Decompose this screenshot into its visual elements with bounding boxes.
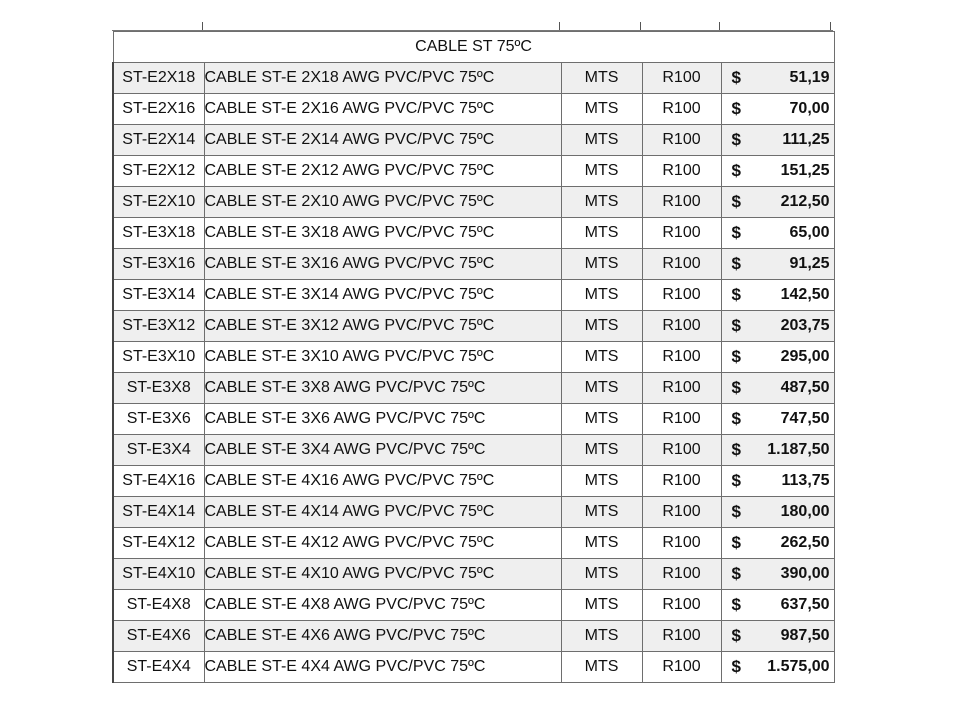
table-row: [113, 590, 834, 621]
cropped-header-strip: [112, 0, 833, 30]
price-amount: 180,00: [780, 503, 830, 520]
table-row: [113, 373, 834, 404]
pack-cell: R100: [642, 249, 721, 280]
unit-cell: MTS: [561, 311, 642, 342]
unit-cell: MTS: [561, 280, 642, 311]
currency-symbol: $: [731, 223, 741, 242]
product-code-cell: ST-E3X16: [113, 249, 204, 280]
currency-symbol: $: [731, 378, 741, 397]
price-amount: 151,25: [780, 162, 830, 179]
price-cell: [721, 373, 834, 404]
price-cell: [721, 466, 834, 497]
price-amount: 203,75: [780, 317, 830, 334]
price-amount: 113,75: [781, 472, 830, 489]
product-description-cell: CABLE ST-E 2X18 AWG PVC/PVC 75ºC: [204, 63, 561, 94]
unit-cell: MTS: [561, 156, 642, 187]
pack-cell: R100: [642, 373, 721, 404]
pack-cell: R100: [642, 125, 721, 156]
unit-cell: MTS: [561, 187, 642, 218]
currency-symbol: $: [731, 409, 741, 428]
pack-cell: R100: [642, 435, 721, 466]
table-row: [113, 280, 834, 311]
product-description-cell: CABLE ST-E 3X16 AWG PVC/PVC 75ºC: [204, 249, 561, 280]
product-description-cell: CABLE ST-E 4X12 AWG PVC/PVC 75ºC: [204, 528, 561, 559]
currency-symbol: $: [731, 316, 741, 335]
price-amount: 1.575,00: [767, 658, 830, 675]
product-description-cell: CABLE ST-E 3X18 AWG PVC/PVC 75ºC: [204, 218, 561, 249]
pack-cell: R100: [642, 342, 721, 373]
currency-symbol: $: [731, 254, 741, 273]
product-description-cell: CABLE ST-E 3X10 AWG PVC/PVC 75ºC: [204, 342, 561, 373]
price-cell: [721, 404, 834, 435]
unit-cell: MTS: [561, 528, 642, 559]
price-amount: 65,00: [789, 224, 830, 241]
product-code-cell: ST-E4X16: [113, 466, 204, 497]
product-description-cell: CABLE ST-E 4X6 AWG PVC/PVC 75ºC: [204, 621, 561, 652]
price-table: [112, 31, 835, 683]
product-code-cell: ST-E2X18: [113, 63, 204, 94]
price-amount: 390,00: [780, 565, 830, 582]
product-description-cell: CABLE ST-E 4X4 AWG PVC/PVC 75ºC: [204, 652, 561, 683]
unit-cell: MTS: [561, 218, 642, 249]
currency-symbol: $: [731, 471, 741, 490]
currency-symbol: $: [731, 657, 741, 676]
product-description-cell: CABLE ST-E 2X14 AWG PVC/PVC 75ºC: [204, 125, 561, 156]
unit-cell: MTS: [561, 435, 642, 466]
table-row: [113, 435, 834, 466]
price-cell: [721, 590, 834, 621]
product-description-cell: CABLE ST-E 3X12 AWG PVC/PVC 75ºC: [204, 311, 561, 342]
currency-symbol: $: [731, 285, 741, 304]
pack-cell: R100: [642, 528, 721, 559]
currency-symbol: $: [731, 626, 741, 645]
pack-cell: R100: [642, 311, 721, 342]
unit-cell: MTS: [561, 249, 642, 280]
table-row: [113, 94, 834, 125]
price-cell: [721, 559, 834, 590]
pack-cell: R100: [642, 63, 721, 94]
unit-cell: MTS: [561, 125, 642, 156]
table-row: [113, 404, 834, 435]
unit-cell: MTS: [561, 63, 642, 94]
product-code-cell: ST-E4X4: [113, 652, 204, 683]
price-cell: [721, 63, 834, 94]
pack-cell: R100: [642, 590, 721, 621]
unit-cell: MTS: [561, 404, 642, 435]
pack-cell: R100: [642, 218, 721, 249]
price-cell: [721, 435, 834, 466]
price-cell: [721, 218, 834, 249]
price-cell: [721, 249, 834, 280]
price-cell: [721, 528, 834, 559]
table-row: [113, 63, 834, 94]
pack-cell: R100: [642, 652, 721, 683]
unit-cell: MTS: [561, 652, 642, 683]
price-amount: 262,50: [780, 534, 830, 551]
product-code-cell: ST-E4X10: [113, 559, 204, 590]
product-code-cell: ST-E3X6: [113, 404, 204, 435]
currency-symbol: $: [731, 564, 741, 583]
table-row: [113, 156, 834, 187]
currency-symbol: $: [731, 440, 741, 459]
unit-cell: MTS: [561, 373, 642, 404]
price-amount: 51,19: [789, 69, 830, 86]
currency-symbol: $: [731, 130, 741, 149]
price-amount: 91,25: [789, 255, 830, 272]
product-code-cell: ST-E3X8: [113, 373, 204, 404]
product-code-cell: ST-E4X6: [113, 621, 204, 652]
product-description-cell: CABLE ST-E 4X16 AWG PVC/PVC 75ºC: [204, 466, 561, 497]
currency-symbol: $: [731, 161, 741, 180]
product-code-cell: ST-E3X4: [113, 435, 204, 466]
table-row: [113, 125, 834, 156]
product-description-cell: CABLE ST-E 4X10 AWG PVC/PVC 75ºC: [204, 559, 561, 590]
unit-cell: MTS: [561, 590, 642, 621]
table-row: [113, 249, 834, 280]
table-row: [113, 497, 834, 528]
price-amount: 142,50: [780, 286, 830, 303]
product-code-cell: ST-E3X18: [113, 218, 204, 249]
pack-cell: R100: [642, 187, 721, 218]
pack-cell: R100: [642, 466, 721, 497]
unit-cell: MTS: [561, 621, 642, 652]
table-row: [113, 652, 834, 683]
product-description-cell: CABLE ST-E 3X8 AWG PVC/PVC 75ºC: [204, 373, 561, 404]
pack-cell: R100: [642, 621, 721, 652]
price-amount: 212,50: [780, 193, 830, 210]
product-description-cell: CABLE ST-E 3X6 AWG PVC/PVC 75ºC: [204, 404, 561, 435]
price-cell: [721, 94, 834, 125]
price-amount: 1.187,50: [767, 441, 830, 458]
currency-symbol: $: [731, 68, 741, 87]
product-code-cell: ST-E4X8: [113, 590, 204, 621]
table-row: [113, 342, 834, 373]
unit-cell: MTS: [561, 94, 642, 125]
unit-cell: MTS: [561, 466, 642, 497]
unit-cell: MTS: [561, 559, 642, 590]
price-cell: [721, 342, 834, 373]
price-amount: 487,50: [780, 379, 830, 396]
price-amount: 295,00: [780, 348, 830, 365]
price-cell: [721, 497, 834, 528]
product-code-cell: ST-E2X12: [113, 156, 204, 187]
pack-cell: R100: [642, 280, 721, 311]
price-cell: [721, 621, 834, 652]
table-row: [113, 187, 834, 218]
price-amount: 111,25: [782, 131, 830, 148]
currency-symbol: $: [731, 502, 741, 521]
product-code-cell: ST-E2X10: [113, 187, 204, 218]
column-divider-tick: [719, 22, 720, 30]
price-amount: 987,50: [780, 627, 830, 644]
product-code-cell: ST-E4X14: [113, 497, 204, 528]
pack-cell: R100: [642, 497, 721, 528]
product-description-cell: CABLE ST-E 3X14 AWG PVC/PVC 75ºC: [204, 280, 561, 311]
product-description-cell: CABLE ST-E 4X8 AWG PVC/PVC 75ºC: [204, 590, 561, 621]
currency-symbol: $: [731, 99, 741, 118]
table-row: [113, 621, 834, 652]
product-description-cell: CABLE ST-E 3X4 AWG PVC/PVC 75ºC: [204, 435, 561, 466]
price-amount: 747,50: [780, 410, 830, 427]
price-cell: [721, 187, 834, 218]
column-divider-tick: [202, 22, 203, 30]
table-row: [113, 559, 834, 590]
product-code-cell: ST-E2X14: [113, 125, 204, 156]
product-description-cell: CABLE ST-E 2X16 AWG PVC/PVC 75ºC: [204, 94, 561, 125]
column-divider-tick: [559, 22, 560, 30]
price-amount: 637,50: [780, 596, 830, 613]
currency-symbol: $: [731, 192, 741, 211]
product-code-cell: ST-E3X12: [113, 311, 204, 342]
pack-cell: R100: [642, 404, 721, 435]
product-code-cell: ST-E3X14: [113, 280, 204, 311]
product-description-cell: CABLE ST-E 2X10 AWG PVC/PVC 75ºC: [204, 187, 561, 218]
price-cell: [721, 311, 834, 342]
price-cell: [721, 652, 834, 683]
product-description-cell: CABLE ST-E 4X14 AWG PVC/PVC 75ºC: [204, 497, 561, 528]
price-cell: [721, 280, 834, 311]
table-row: [113, 466, 834, 497]
unit-cell: MTS: [561, 342, 642, 373]
product-code-cell: ST-E2X16: [113, 94, 204, 125]
table-title: CABLE ST 75ºC: [113, 32, 834, 63]
product-description-cell: CABLE ST-E 2X12 AWG PVC/PVC 75ºC: [204, 156, 561, 187]
unit-cell: MTS: [561, 497, 642, 528]
column-divider-tick: [640, 22, 641, 30]
currency-symbol: $: [731, 533, 741, 552]
price-list-sheet: [112, 0, 833, 682]
price-cell: [721, 156, 834, 187]
currency-symbol: $: [731, 347, 741, 366]
product-code-cell: ST-E4X12: [113, 528, 204, 559]
currency-symbol: $: [731, 595, 741, 614]
table-row: [113, 218, 834, 249]
pack-cell: R100: [642, 94, 721, 125]
pack-cell: R100: [642, 156, 721, 187]
table-row: [113, 528, 834, 559]
column-divider-tick: [830, 22, 831, 30]
table-row: [113, 311, 834, 342]
price-amount: 70,00: [789, 100, 830, 117]
price-cell: [721, 125, 834, 156]
pack-cell: R100: [642, 559, 721, 590]
table-title-row: [113, 32, 834, 63]
product-code-cell: ST-E3X10: [113, 342, 204, 373]
